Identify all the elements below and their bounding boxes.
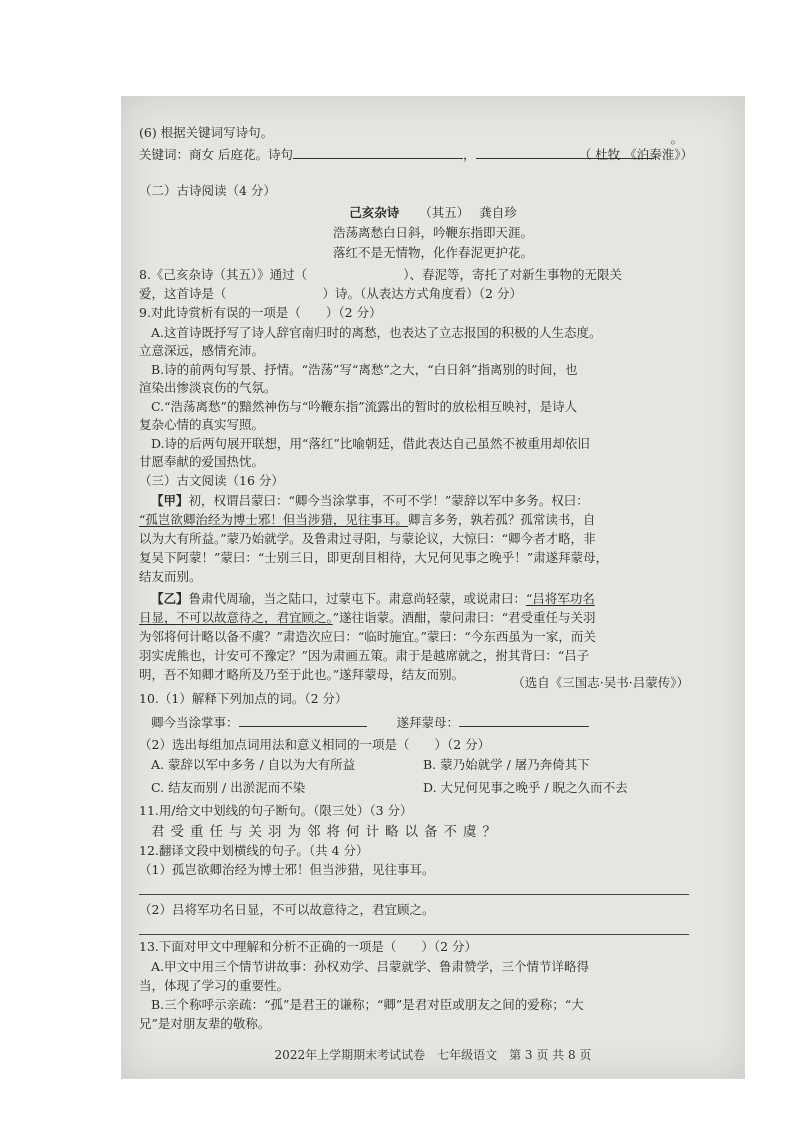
q6-title: (6) 根据关键词写诗句。 <box>139 125 274 140</box>
q11-stem: 11.用/给文中划线的句子断句。（限三处）（3 分） <box>139 803 413 818</box>
passage-yi-text-1: 鲁肃代周瑜，当之陆口，过蒙屯下。肃意尚轻蒙，或说肃曰： <box>188 591 527 606</box>
passage-jia-line-2 <box>139 511 733 529</box>
q8-text-1b: ）、春泥等，寄托了对新生事物的无限关 <box>403 267 622 282</box>
poem-title: 己亥杂诗 <box>349 205 400 220</box>
q13-stem: 13.下面对甲文中理解和分析不正确的一项是（ ）（2 分） <box>139 939 478 954</box>
passage-yi-line-4: 羽实虎熊也，计安可不豫定？”因为肃画五策。肃于是越席就之，拊其背曰：“吕子 <box>139 648 590 663</box>
q10-sub2-stem: （2）选出每组加点词用法和意义相同的一项是（ ）（2 分） <box>139 737 491 752</box>
passage-source: （选自《三国志·吴书·吕蒙传》） <box>512 675 689 690</box>
q8-line-1 <box>139 266 733 284</box>
passage-yi-label: 【乙】 <box>151 591 189 606</box>
q12-stem: 12.翻译文段中划横线的句子。（共 4 分） <box>139 843 369 858</box>
passage-jia-line-5: 结友而别。 <box>139 569 202 584</box>
q10-answer-blank-2[interactable] <box>459 712 589 727</box>
q12-sentence-1: （1）孤岂欲卿治经为博士邪！但当涉猎，见往事耳。 <box>139 862 435 877</box>
q10-options-ab <box>151 756 733 774</box>
q8-line-2 <box>139 285 733 303</box>
q9-stem: 9.对此诗赏析有误的一项是（ ）（2 分） <box>139 305 382 320</box>
q8-text-2b: ）诗。（从表达方式角度看）（2 分） <box>322 286 522 301</box>
passage-yi-line-1 <box>151 590 733 608</box>
passage-jia-line-3: 以为大有所益。”蒙乃始就学。及鲁肃过寻阳，与蒙论议，大惊曰：“卿今者才略，非 <box>139 531 596 546</box>
passage-yi-line-3: 为邻将何计略以备不虞？”肃造次应曰：“临时施宜。”蒙曰：“今东西虽为一家，而关 <box>139 629 596 644</box>
q9-option-c-1: C.“浩荡离愁”的黯然神伤与“吟鞭东指”流露出的暂时的放松相互映衬，是诗人 <box>151 399 578 414</box>
passage-yi-line-5: 明，吾不知卿才略所及乃至于此也。”遂拜蒙母，结友而别。 <box>139 667 465 682</box>
q6-prompt: 关键词：商女 后庭花。诗句 <box>139 147 293 162</box>
q6-source: （ 杜牧 《泊秦淮》） <box>578 147 693 162</box>
exam-page <box>121 96 745 1079</box>
q12-answer-line-1[interactable] <box>139 894 689 895</box>
poem-line-1: 浩荡离愁白日斜，吟鞭东指即天涯。 <box>332 225 533 240</box>
q10-word-line <box>151 712 733 732</box>
passage-jia-text-2: 卿言多务，孰若孤？孤常读书，自 <box>407 512 596 527</box>
passage-yi-line-2 <box>139 609 733 627</box>
q13-option-a-1: A.甲文中用三个情节讲故事：孙权劝学、吕蒙就学、鲁肃赞学，三个情节详略得 <box>151 959 590 974</box>
section2-heading: （二）古诗阅读（4 分） <box>139 183 276 198</box>
passage-yi-underlined-2: 日显，不可以故意待之，君宜顾之。 <box>139 610 333 625</box>
poem-subtitle: （其五） <box>419 205 470 220</box>
passage-jia-line-1 <box>151 492 733 510</box>
q8-text-2a: 爱，这首诗是（ <box>139 286 227 301</box>
q9-option-b-1: B.诗的前两句写景、抒情。“浩荡”写“离愁”之大，“白日斜”指离别的时间，也 <box>151 362 578 377</box>
poem-author: 龚自珍 <box>479 205 517 220</box>
q6-answer-blank-1[interactable] <box>293 144 463 159</box>
q9-option-b-2: 渲染出惨淡哀伤的气氛。 <box>139 380 277 395</box>
poem-title-line <box>121 204 745 222</box>
q6-period: 。 <box>670 131 683 146</box>
section3-heading: （三）古文阅读（16 分） <box>139 473 284 488</box>
passage-jia-underlined: “孤岂欲卿治经为博士邪！但当涉猎，见往事耳。 <box>139 512 408 527</box>
q9-option-a-2: 立意深远，感情充沛。 <box>139 343 265 358</box>
q11-sentence: 君受重任与关羽为邻将何计略以备不虞？ <box>151 824 502 840</box>
q9-option-c-2: 复杂心情的真实写照。 <box>139 417 265 432</box>
passage-yi-text-2: ”遂往诣蒙。酒酣，蒙问肃曰：“君受重任与关羽 <box>332 610 596 625</box>
q6-comma: ， <box>462 147 476 162</box>
q10-option-b: B. 蒙乃始就学 / 屠乃奔倚其下 <box>423 757 590 772</box>
q9-option-d-2: 甘愿奉献的爱国热忱。 <box>139 454 265 469</box>
q10-stem: 10.（1）解释下列加点的词。（2 分） <box>139 691 348 706</box>
passage-jia-label: 【甲】 <box>151 493 189 508</box>
q10-option-a: A. 蒙辞以军中多务 / 自以为大有所益 <box>151 757 356 772</box>
passage-yi-underlined-1: “吕将军功名 <box>526 591 595 606</box>
q13-option-a-2: 当，体现了学习的重要性。 <box>139 978 290 993</box>
q13-option-b-2: 兄”是对朋友辈的敬称。 <box>139 1016 271 1031</box>
page-footer: 2022年上学期期末考试试卷 七年级语文 第 3 页 共 8 页 <box>274 1048 592 1062</box>
q13-option-b-1: B.三个称呼示亲疏：“孤”是君王的谦称；“卿”是君对臣或朋友之间的爱称；“大 <box>151 997 584 1012</box>
passage-jia-text-1: 初，权谓吕蒙曰：“卿今当涂掌事，不可不学！”蒙辞以军中多务。权曰： <box>188 493 589 508</box>
passage-jia-line-4: 复吴下阿蒙！”蒙曰：“士别三日，即更刮目相待，大兄何见事之晚乎！”肃遂拜蒙母， <box>139 550 609 565</box>
poem-line-2: 落红不是无情物，化作春泥更护花。 <box>332 245 533 260</box>
q9-option-a-1: A.这首诗既抒写了诗人辞官南归时的离愁，也表达了立志报国的积极的人生态度。 <box>151 325 602 340</box>
q10-option-c: C. 结友而别 / 出淤泥而不染 <box>151 780 306 795</box>
q10-word-1: 卿今当涂掌事： <box>151 715 239 730</box>
q10-answer-blank-1[interactable] <box>239 712 367 727</box>
q10-option-d: D. 大兄何见事之晚乎 / 睨之久而不去 <box>423 780 628 795</box>
q10-word-2: 遂拜蒙母： <box>396 715 460 730</box>
q12-sentence-2: （2）吕将军功名日显，不可以故意待之，君宜顾之。 <box>139 902 435 917</box>
q8-text-1a: 8.《己亥杂诗（其五）》通过（ <box>139 267 308 282</box>
q10-options-cd <box>151 779 733 797</box>
q9-option-d-1: D.诗的后两句展开联想，用“落红”比喻朝廷，借此表达自己虽然不被重用却依旧 <box>151 436 590 451</box>
q12-answer-line-2[interactable] <box>139 934 689 935</box>
